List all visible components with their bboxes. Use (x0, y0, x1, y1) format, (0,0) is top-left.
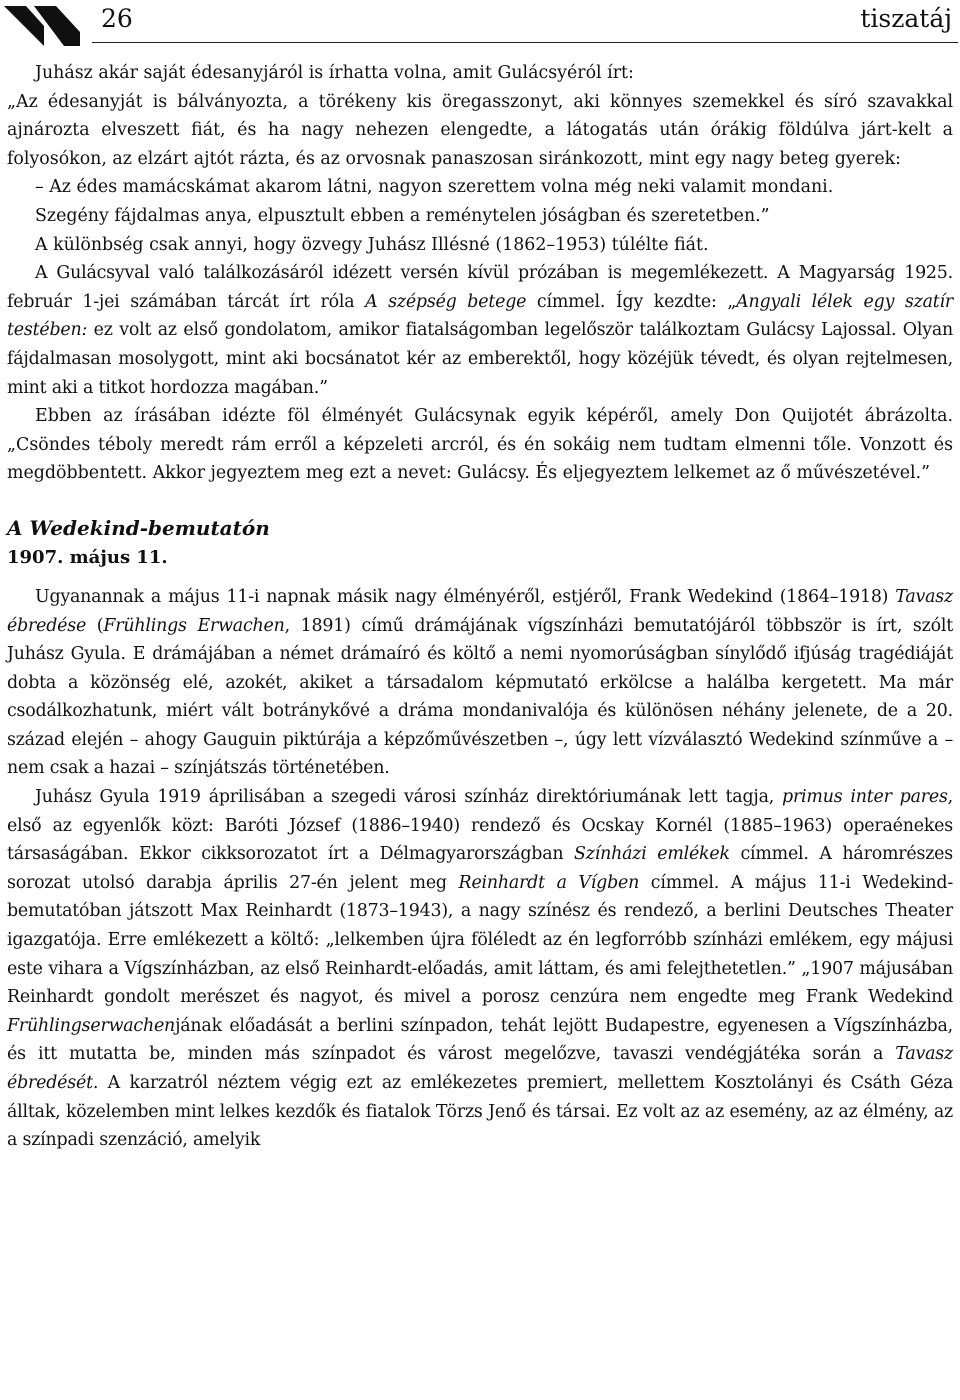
article-body (7, 59, 953, 1155)
quote-paragraph: – Az édes mamácskámat akarom látni, nagyon szerettem volna még neki valamit mondani. (35, 177, 834, 198)
text-run: ez volt az első gondolatom, amikor fiatalságomban legelőször találkoztam Gulácsy Lajossal. Olyan fájdalmasan mosolygott, mint aki bocsánatot kér az emberektől, hogy közéjük tévedt, és olyan rejtelmesen, mint aki a titkot hordozza magában.” (7, 320, 953, 398)
paragraph (7, 583, 953, 783)
text-run: címmel. A május 11-i Wedekind-bemutatóban játszott Max Reinhardt (1873–1943), a nagy színész és rendező, a berlini Deutsches Theater igazgatója. Erre emlékezett a költő: „lelkemben újra föléledt az én legforróbb színházi emlékem, egy májusi este vihara a Vígszínházban, az első Reinhardt-előadás, amit láttam, és ami felejthetetlen.” „1907 májusában Reinhardt gondolt merészet és nagyot, és mivel a porosz cenzúra nem engedte meg Frank Wedekind (7, 872, 953, 1008)
italic-phrase: primus inter pares (782, 787, 948, 808)
italic-quote: Angyali lélek egy szatír testében: (7, 291, 954, 341)
paragraph: Juhász akár saját édesanyjáról is írhatta volna, amit Gulácsyéról írt: (35, 63, 634, 83)
italic-title: Frühlings Erwachen (103, 615, 285, 636)
text-run: címmel. Így kezdte: „ (526, 291, 737, 312)
quote-paragraph: Szegény fájdalmas anya, elpusztult ebben a reménytelen jóságban és szeretetben.” (35, 205, 770, 226)
text-run: ( (86, 615, 104, 636)
italic-title: Reinhardt a Vígben (458, 872, 640, 893)
paragraph (7, 259, 953, 402)
text-run: jának előadását a berlini színpadon, tehát lejött Budapestre, egyenesen a Vígszínházba, és itt mutatta be, minden más színpadot és várost megelőzve, tavaszi vendégjátéka során a (7, 1015, 953, 1065)
text-run: A Gulácsyval való találkozásáról idézett versén kívül prózában is megemlékezett. A Magyarság 1925. február 1-jei számában tárcát írt róla (7, 263, 953, 312)
page-number: 26 (101, 4, 133, 33)
italic-title: Tavasz ébredését (7, 1044, 953, 1093)
text-run: Juhász Gyula 1919 áprilisában a szegedi városi színház direktóriumának lett tagja, (35, 787, 783, 808)
text-run: , 1891) című drámájának vígszínházi bemutatójáról többször is írt, szólt Juhász Gyula. E drámájában a német drámaíró és költő a nemi nyomorúságban sínylődő ifjúság tragédiáját dobta a közönség elé, azokét, akiket a társadalom képmutató erkölcse a halálba kergetett. Ma már csodálkozhatunk, miért vált botránykővé a dráma mondanivalója és különösen néhány jelenete, de a 20. század elején – ahogy Gauguin piktúrája a képzőművészetben –, úgy lett vízválasztó Wedekind színműve a – nem csak a hazai – színjátszás történetében. (7, 615, 953, 779)
journal-logo-icon (4, 6, 80, 46)
paragraph (7, 783, 953, 1155)
paragraph: A különbség csak annyi, hogy özvegy Juhász Illésné (1862–1953) túlélte fiát. (35, 234, 709, 255)
text-run: , első az egyenlők közt: Baróti József (1886–1940) rendező és Ocskay Kornél (1885–1963) operaénekes társaságában. Ekkor cikksorozatot írt a Délmagyarországban (7, 787, 953, 865)
italic-title: Színházi emlékek (574, 844, 730, 865)
page-header (0, 0, 960, 46)
text-run: . A karzatról néztem végig ezt az emlékezetes premiert, mellettem Kosztolányi és Csáth Géza álltak, közelemben mint lelkes kezdők és fiatalok Törzs Jenő és társai. Ez volt az az esemény, az az élmény, az a színpadi szenzáció, amelyik (7, 1073, 953, 1151)
quote-paragraph: „Az édesanyját is bálványozta, a törékeny kis öregasszonyt, aki könnyes szemekkel és síró szavakkal ajnározta elveszett fiát, és ha nagy nehezen elengedte, a látogatás után órákig földúlva járt-kelt a folyosókon, az elzárt ajtót rázta, és az orvosnak panaszosan siránkozott, mint egy nagy beteg gyerek: (7, 91, 953, 169)
text-run: Ugyanannak a május 11-i napnak másik nagy élményéről, estjéről, Frank Wedekind (1864–1918) (35, 586, 896, 607)
section-title: A Wedekind-bemutatón (7, 515, 270, 540)
header-rule (92, 42, 958, 43)
text-run: címmel. A háromrészes sorozat utolsó darabja április 27-én jelent meg (7, 844, 953, 893)
italic-title: Tavasz ébredése (7, 586, 953, 636)
italic-title: A szépség betege (365, 291, 527, 312)
section-date: 1907. május 11. (7, 546, 168, 568)
journal-name: tiszatáj (860, 4, 952, 33)
paragraph: Ebben az írásában idézte föl élményét Gulácsynak egyik képéről, amely Don Quijotét ábrázolta. „Csöndes téboly meredt rám erről a képzeleti arcról, és én sokáig nem tudtam elmenni tőle. Vonzott és megdöbbentett. Akkor jegyeztem meg ezt a nevet: Gulácsy. És eljegyeztem lelkemet az ő művészetével.” (7, 406, 953, 484)
italic-title: Frühlingserwachen (7, 1015, 176, 1036)
